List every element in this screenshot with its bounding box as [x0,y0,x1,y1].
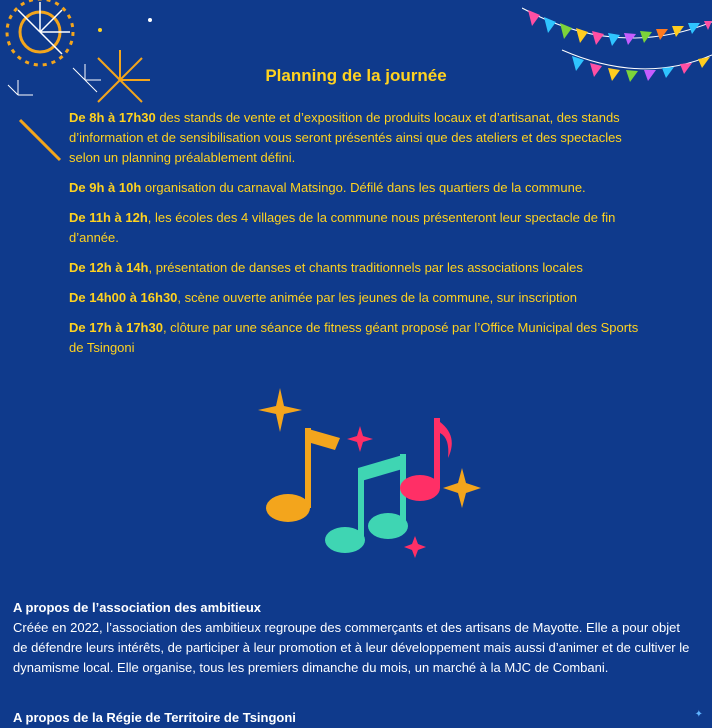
page-title: Planning de la journée [265,66,447,85]
schedule-item [69,258,639,278]
schedule-list [69,108,639,368]
schedule-text: , les écoles des 4 villages de la commune nous présenteront leur spectacle de fin d’année. [69,210,616,245]
schedule-time: De 8h à 17h30 [69,110,156,125]
schedule-item [69,208,639,248]
schedule-item [69,178,639,198]
schedule-text: , présentation de danses et chants traditionnels par les associations locales [148,260,583,275]
schedule-time: De 11h à 12h [69,210,148,225]
schedule-time: De 17h à 17h30 [69,320,163,335]
schedule-time: De 14h00 à 16h30 [69,290,178,305]
schedule-text: , scène ouverte animée par les jeunes de la commune, sur inscription [177,290,578,305]
about-regie-heading: A propos de la Régie de Territoire de Tsingoni [13,710,296,725]
schedule-text: des stands de vente et d’exposition de produits locaux et d’artisanat, des stands d’information et de sensibilisation vous seront présentés ainsi que des ateliers et des spectacles selon un planning préalablement défini. [69,110,622,165]
schedule-item [69,288,639,308]
schedule-time: De 9h à 10h [69,180,142,195]
music-notes-icon [250,388,490,568]
about-association-heading: A propos de l’association des ambitieux [13,600,262,615]
schedule-text: , clôture par une séance de fitness géant proposé par l’Office Municipal des Sports de Tsingoni [69,320,639,355]
about-regie-section [13,708,693,728]
about-association-body: Créée en 2022, l’association des ambitieux regroupe des commerçants et des artisans de Mayotte. Elle a pour objet de défendre leurs intérêts, de participer à leur promotion et à leur développement mais aussi d’animer et de cultiver le dynamisme local. Elle organise, tous les premiers dimanche du mois, un marché à la MJC de Combani. [13,620,690,675]
sparkle-icon: ✦ [694,709,703,720]
schedule-text: organisation du carnaval Matsingo. Défilé dans les quartiers de la commune. [141,180,586,195]
schedule-time: De 12h à 14h [69,260,149,275]
about-association-section [13,598,693,678]
schedule-item [69,108,639,168]
schedule-item [69,318,639,358]
